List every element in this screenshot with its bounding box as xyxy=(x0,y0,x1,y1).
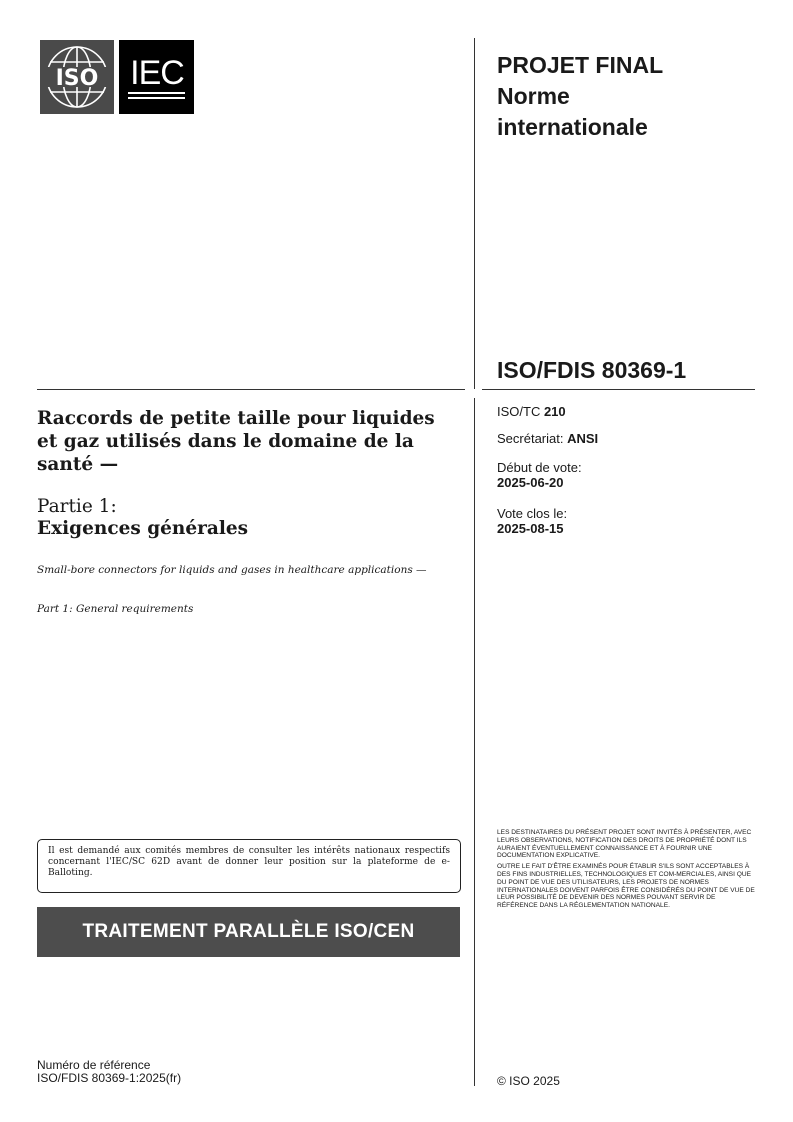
column-divider-top xyxy=(474,38,475,389)
part-label: Partie 1: xyxy=(37,496,117,517)
column-divider-bottom xyxy=(474,398,475,1086)
parallel-processing-banner: TRAITEMENT PARALLÈLE ISO/CEN xyxy=(37,907,460,957)
english-part-title: Part 1: General requirements xyxy=(37,603,194,615)
svg-text:ISO: ISO xyxy=(55,66,99,91)
document-number: ISO/FDIS 80369-1 xyxy=(497,357,687,383)
title-rule-right xyxy=(482,389,755,390)
status-line-3: internationale xyxy=(497,114,648,140)
disclaimer-paragraph-1: LES DESTINATAIRES DU PRÉSENT PROJET SONT INVITÉS À PRÉSENTER, AVEC LEURS OBSERVATIONS, NOTIFICATION DES DROITS DE PROPRIÉTÉ DONT ILS AURAIENT ÉVENTUELLEMENT CONNAISSANCE ET À FOURNIR UNE DOCUMENTATION EXPLICATIVE. xyxy=(497,829,752,860)
title-part xyxy=(37,496,437,540)
notice-box: Il est demandé aux comités membres de consulter les intérêts nationaux respectifs concernant l'IEC/SC 62D avant de donner leur position sur la plateforme de e-Balloting. xyxy=(37,839,461,893)
disclaimer xyxy=(497,829,757,913)
title-rule-left xyxy=(37,389,465,390)
disclaimer-paragraph-2: OUTRE LE FAIT D'ÊTRE EXAMINÉS POUR ÉTABLIR S'ILS SONT ACCEPTABLES À DES FINS INDUSTRIELLES, TECHNOLOGIQUES ET COM-MERCIALES, AINSI QUE DU POINT DE VUE DES UTILISATEURS, LES PROJETS DE NORMES INTERNATIONALES DOIVENT PARFOIS ÊTRE CONSIDÉRÉS DU POINT DE VUE DE LEUR POSSIBILITÉ DE DEVENIR DES NORMES POUVANT SERVIR DE RÉFÉRENCE DANS LA RÉGLEMENTATION NATIONALE. xyxy=(497,863,755,910)
vote-start: Début de vote: 2025-06-20 xyxy=(497,460,582,490)
status-line-2: Norme xyxy=(497,83,570,109)
title-main: Raccords de petite taille pour liquides et gaz utilisés dans le domaine de la santé — xyxy=(37,408,435,475)
secretariat: Secrétariat: ANSI xyxy=(497,431,599,446)
part-title: Exigences générales xyxy=(37,518,249,539)
reference-number xyxy=(37,1059,181,1085)
svg-text:IEC: IEC xyxy=(130,54,184,92)
copyright: © ISO 2025 xyxy=(497,1074,560,1088)
iec-logo xyxy=(119,40,194,114)
english-title: Small-bore connectors for liquids and gases in healthcare applications — xyxy=(37,564,427,576)
document-status xyxy=(497,50,757,143)
status-line-1: PROJET FINAL xyxy=(497,52,664,78)
iso-logo xyxy=(40,40,114,114)
vote-end: Vote clos le: 2025-08-15 xyxy=(497,506,568,536)
technical-committee: ISO/TC 210 xyxy=(497,404,566,419)
reference-value: ISO/FDIS 80369-1:2025(fr) xyxy=(37,1071,182,1085)
reference-label: Numéro de référence xyxy=(37,1058,151,1072)
